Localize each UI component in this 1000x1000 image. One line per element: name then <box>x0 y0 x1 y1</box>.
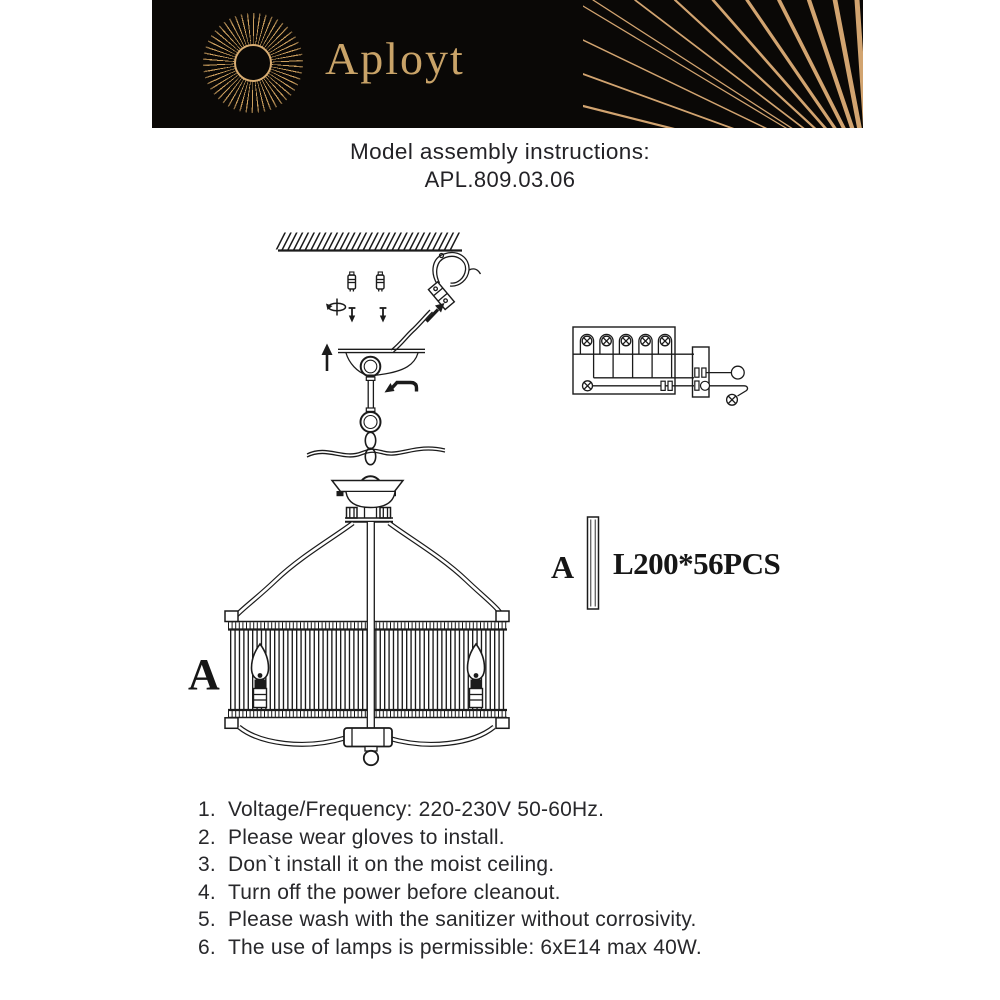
lamp-symbols <box>580 334 671 354</box>
ceiling-hatch <box>278 241 462 251</box>
chandelier-cap <box>332 476 403 522</box>
instruction-text: Voltage/Frequency: 220-230V 50-60Hz. <box>228 798 605 821</box>
instruction-number: 2. <box>198 825 216 849</box>
instruction-text: Please wash with the sanitizer without corrosivity. <box>228 908 697 932</box>
up-arrow-icon <box>322 344 333 372</box>
instruction-item <box>198 879 858 907</box>
instruction-text: Please wear gloves to install. <box>228 825 505 849</box>
instruction-text: Don`t install it on the moist ceiling. <box>228 853 555 877</box>
finial <box>364 747 378 766</box>
wiring-schematic <box>573 327 748 405</box>
candle-bulb-right <box>468 644 485 708</box>
instruction-item <box>198 824 858 852</box>
instruction-number: 6. <box>198 935 216 959</box>
instruction-item <box>198 796 858 824</box>
instruction-text: Turn off the power before cleanout. <box>228 880 561 904</box>
brand-wordmark: Aployt <box>325 33 465 84</box>
instruction-item <box>198 906 858 934</box>
page-title: Model assembly instructions: <box>349 139 651 164</box>
anchor-icon <box>348 272 356 292</box>
instruction-item <box>198 851 858 879</box>
part-label-a: A <box>188 650 220 699</box>
instruction-number: 4. <box>198 880 216 904</box>
candle-bulb-left <box>252 644 269 708</box>
instruction-number: 1. <box>198 798 216 821</box>
legend-part-code: L200*56PCS <box>613 546 781 581</box>
instruction-number: 3. <box>198 853 216 877</box>
instruction-text: The use of lamps is permissible: 6xE14 max 40W. <box>228 935 702 959</box>
center-column <box>367 522 374 747</box>
instruction-number: 5. <box>198 908 216 932</box>
rotate-arrow-icon <box>326 299 346 316</box>
instructions-list <box>198 796 858 962</box>
model-code: APL.809.03.06 <box>424 167 576 192</box>
legend-rod <box>588 517 599 609</box>
wire-connector <box>391 253 481 352</box>
screw-icon <box>349 308 356 323</box>
hook-arrow-icon <box>385 383 417 393</box>
instruction-item <box>198 934 858 962</box>
diagonal-arrow-icon <box>427 303 445 322</box>
legend-part-label: A <box>551 549 575 585</box>
chandelier-body <box>225 522 509 765</box>
ceiling-canopy <box>338 349 425 376</box>
screw-icon <box>380 308 387 323</box>
anchor-icon <box>377 272 385 292</box>
